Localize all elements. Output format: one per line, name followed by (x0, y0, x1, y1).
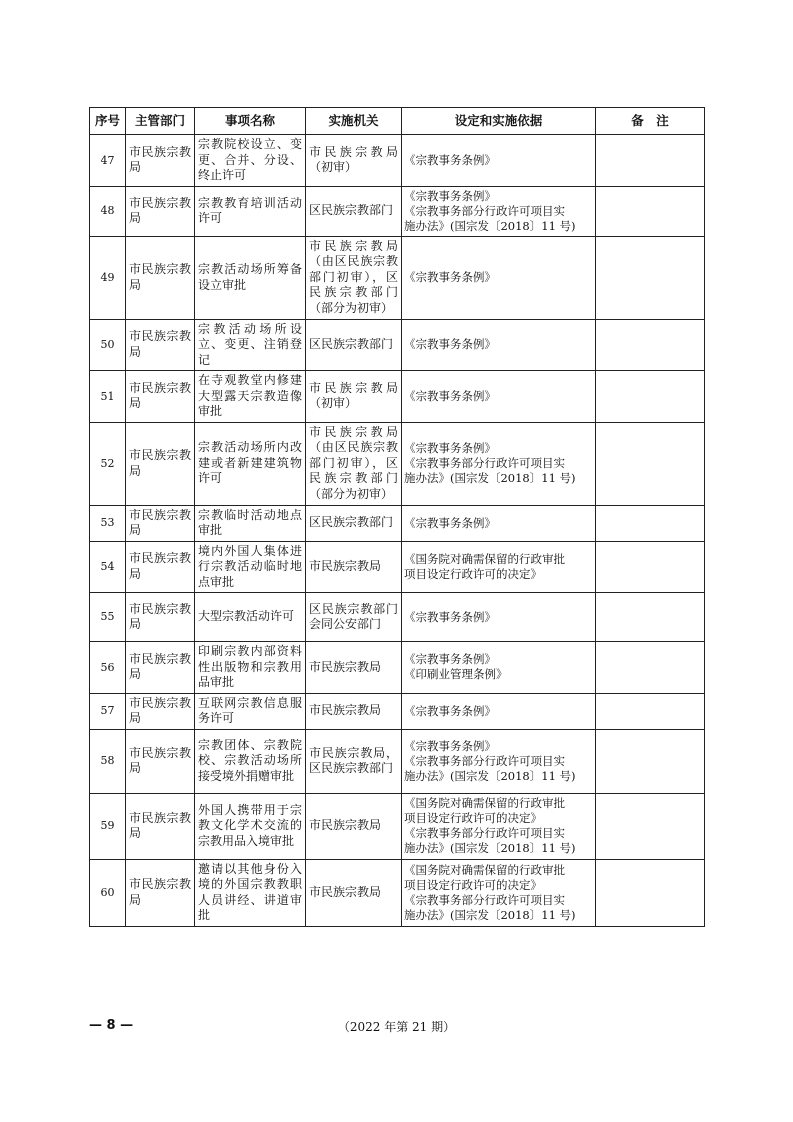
basis-line: 施办法》(国宗发〔2018〕11 号) (404, 218, 576, 233)
basis-line: 《国务院对确需保留的行政审批 (404, 551, 565, 566)
row-agency: 市民族宗教局，区民族宗教部门 (306, 729, 402, 793)
row-dept: 市民族宗教局 (126, 319, 195, 371)
row-item-name: 宗教活动场所设立、变更、注销登记 (195, 319, 306, 371)
basis-line: 《宗教事务条例》 (404, 703, 496, 718)
page-number: — 8 — (89, 1018, 134, 1033)
table-body (90, 135, 705, 927)
header-num: 序号 (90, 108, 126, 135)
row-item-name: 宗教临时活动地点审批 (195, 505, 306, 541)
issue-label: （2022 年第 21 期） (337, 1020, 456, 1034)
row-remark (596, 541, 705, 593)
basis-line: 《宗教事务部分行政许可项目实 (404, 456, 565, 470)
row-agency: 市民族宗教局（初审） (306, 371, 402, 423)
row-basis (402, 236, 596, 319)
row-remark (596, 859, 705, 926)
basis-line: 施办法》(国宗发〔2018〕11 号) (404, 841, 576, 855)
row-agency: 市民族宗教局（由区民族宗教部门初审），区民族宗教部门（部分为初审） (306, 422, 402, 505)
row-basis (402, 319, 596, 371)
row-number: 48 (90, 186, 126, 236)
row-agency: 市民族宗教局（由区民族宗教部门初审），区民族宗教部门（部分为初审） (306, 236, 402, 319)
basis-line: 《宗教事务部分行政许可项目实 (404, 892, 565, 907)
row-number: 58 (90, 729, 126, 793)
row-remark (596, 505, 705, 541)
table-row (90, 319, 705, 371)
row-dept: 市民族宗教局 (126, 729, 195, 793)
row-number: 56 (90, 642, 126, 694)
basis-line: 《宗教事务条例》 (404, 441, 496, 455)
row-dept: 市民族宗教局 (126, 693, 195, 729)
row-number: 50 (90, 319, 126, 371)
header-dept: 主管部门 (126, 108, 195, 135)
row-basis (402, 505, 596, 541)
basis-line: 《印刷业管理条例》 (404, 667, 508, 682)
row-dept: 市民族宗教局 (126, 236, 195, 319)
row-basis (402, 541, 596, 593)
row-item-name: 外国人携带用于宗教文化学术交流的宗教用品入境审批 (195, 793, 306, 859)
table-row (90, 135, 705, 187)
row-number: 60 (90, 859, 126, 926)
basis-line: 《宗教事务条例》 (404, 388, 496, 403)
row-number: 57 (90, 693, 126, 729)
table-row (90, 541, 705, 593)
row-number: 54 (90, 541, 126, 593)
row-dept: 市民族宗教局 (126, 859, 195, 926)
row-agency: 市民族宗教局 (306, 693, 402, 729)
table-row (90, 729, 705, 793)
row-number: 49 (90, 236, 126, 319)
basis-line: 《宗教事务部分行政许可项目实 (404, 753, 565, 768)
basis-line: 《宗教事务条例》 (404, 515, 496, 530)
row-number: 59 (90, 793, 126, 859)
header-item: 事项名称 (195, 108, 306, 135)
row-number: 51 (90, 371, 126, 423)
row-basis (402, 859, 596, 926)
table-row (90, 236, 705, 319)
row-item-name: 宗教院校设立、变更、合并、分设、终止许可 (195, 135, 306, 187)
table-row (90, 422, 705, 505)
row-agency: 区民族宗教部门会同公安部门 (306, 593, 402, 642)
row-basis (402, 693, 596, 729)
row-item-name: 宗教团体、宗教院校、宗教活动场所接受境外捐赠审批 (195, 729, 306, 793)
row-remark (596, 642, 705, 694)
row-remark (596, 793, 705, 859)
row-agency: 区民族宗教部门 (306, 505, 402, 541)
table-row (90, 859, 705, 926)
table-row (90, 371, 705, 423)
table-row (90, 793, 705, 859)
basis-line: 项目设定行政许可的决定》 (404, 877, 542, 892)
basis-line: 《宗教事务条例》 (404, 337, 496, 352)
row-remark (596, 422, 705, 505)
page-footer (89, 1018, 704, 1038)
basis-line: 施办法》(国宗发〔2018〕11 号) (404, 768, 576, 783)
table-row (90, 693, 705, 729)
basis-line: 施办法》(国宗发〔2018〕11 号) (404, 471, 576, 485)
row-dept: 市民族宗教局 (126, 593, 195, 642)
row-dept: 市民族宗教局 (126, 186, 195, 236)
row-remark (596, 593, 705, 642)
header-remark: 备 注 (596, 108, 705, 135)
row-remark (596, 186, 705, 236)
row-agency: 市民族宗教局 (306, 793, 402, 859)
row-remark (596, 319, 705, 371)
basis-line: 《国务院对确需保留的行政审批 (404, 862, 565, 877)
row-number: 47 (90, 135, 126, 187)
row-remark (596, 693, 705, 729)
row-basis (402, 422, 596, 505)
row-number: 52 (90, 422, 126, 505)
row-remark (596, 135, 705, 187)
row-item-name: 宗教活动场所内改建或者新建建筑物许可 (195, 422, 306, 505)
basis-line: 项目设定行政许可的决定》 (404, 811, 542, 825)
row-item-name: 境内外国人集体进行宗教活动临时地点审批 (195, 541, 306, 593)
header-agency: 实施机关 (306, 108, 402, 135)
basis-line: 项目设定行政许可的决定》 (404, 566, 542, 581)
row-agency: 区民族宗教部门 (306, 186, 402, 236)
basis-line: 《宗教事务部分行政许可项目实 (404, 826, 565, 840)
row-dept: 市民族宗教局 (126, 371, 195, 423)
table-header (90, 108, 705, 135)
basis-line: 《宗教事务条例》 (404, 270, 496, 284)
table-row (90, 186, 705, 236)
row-dept: 市民族宗教局 (126, 135, 195, 187)
header-basis: 设定和实施依据 (402, 108, 596, 135)
row-basis (402, 593, 596, 642)
row-agency: 市民族宗教局 (306, 859, 402, 926)
row-basis (402, 135, 596, 187)
row-dept: 市民族宗教局 (126, 642, 195, 694)
approval-items-table (89, 107, 705, 927)
row-dept: 市民族宗教局 (126, 422, 195, 505)
row-agency: 市民族宗教局（初审） (306, 135, 402, 187)
row-item-name: 印刷宗教内部资料性出版物和宗教用品审批 (195, 642, 306, 694)
basis-line: 《宗教事务条例》 (404, 738, 496, 753)
basis-line: 《宗教事务部分行政许可项目实 (404, 203, 565, 218)
row-item-name: 邀请以其他身份入境的外国宗教教职人员讲经、讲道审批 (195, 859, 306, 926)
basis-line: 《宗教事务条例》 (404, 652, 496, 667)
row-agency: 市民族宗教局 (306, 541, 402, 593)
row-basis (402, 793, 596, 859)
row-remark (596, 729, 705, 793)
table-row (90, 593, 705, 642)
row-agency: 区民族宗教部门 (306, 319, 402, 371)
row-basis (402, 186, 596, 236)
row-item-name: 宗教活动场所筹备设立审批 (195, 236, 306, 319)
row-remark (596, 371, 705, 423)
row-dept: 市民族宗教局 (126, 541, 195, 593)
basis-line: 《宗教事务条例》 (404, 609, 496, 624)
basis-line: 《国务院对确需保留的行政审批 (404, 796, 565, 810)
row-item-name: 宗教教育培训活动许可 (195, 186, 306, 236)
row-number: 53 (90, 505, 126, 541)
row-item-name: 互联网宗教信息服务许可 (195, 693, 306, 729)
row-dept: 市民族宗教局 (126, 793, 195, 859)
table-row (90, 505, 705, 541)
basis-line: 施办法》(国宗发〔2018〕11 号) (404, 907, 576, 922)
basis-line: 《宗教事务条例》 (404, 188, 496, 203)
row-item-name: 在寺观教堂内修建大型露天宗教造像审批 (195, 371, 306, 423)
row-agency: 市民族宗教局 (306, 642, 402, 694)
row-dept: 市民族宗教局 (126, 505, 195, 541)
basis-line: 《宗教事务条例》 (404, 152, 496, 167)
row-basis (402, 371, 596, 423)
row-basis (402, 642, 596, 694)
row-item-name: 大型宗教活动许可 (195, 593, 306, 642)
table-header-row (90, 108, 705, 135)
row-remark (596, 236, 705, 319)
table-row (90, 642, 705, 694)
row-number: 55 (90, 593, 126, 642)
row-basis (402, 729, 596, 793)
